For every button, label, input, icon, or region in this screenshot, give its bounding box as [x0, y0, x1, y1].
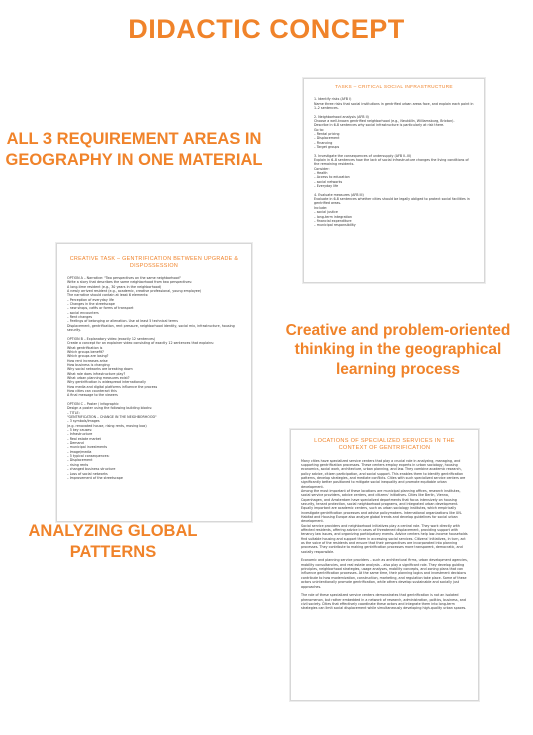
- tasks-worksheet-card: [303, 78, 485, 283]
- creative-task-title: CREATIVE TASK – GENTRIFICATION BETWEEN UPGRADE & DISPOSSESSION: [69, 256, 239, 270]
- locations-text-title: LOCATIONS OF SPECIALIZED SERVICES IN THE CONTEXT OF GENTRIFICATION: [314, 438, 455, 452]
- locations-text-body: Many cities have specialized service centers that play a crucial role in analyzing, managing, and supporting gentrification processes. These centers employ experts in urban sociology, housing economics, social work, architecture, urban planning, and law. They combine academic research, policy advice, citizen participation, and social support. This enables them to identify gentrification patterns, develop strategies, and mediate conflicts. Cities with such specialized service centers are significantly better positioned to mitigate social inequality and promote equitable urban development. Among the most important of these locations are municipal planning offices, research institutes, social service providers, advice centers, and citizens' initiatives. Cities like Berlin, Vienna, Copenhagen, and Amsterdam have specialized departments that focus intensively on housing security, tenant protection, social neighborhood programs, and integrated urban development. Equally important are academic centers, such as urban sociology institutes, which empirically investigate gentrification processes and advise policymakers. International organizations like UN-Habitat and Housing Europe also analyze global trends and develop guidelines for social urban development. Social service providers and neighborhood initiatives play a central role. They work directly with affected residents, offering advice in cases of threatened displacement, providing support with tenancy law issues, and organizing participatory events. Advice centers help low-income households find suitable housing and support them in accessing social services. Citizens' initiatives, in turn, act as the voice of the residents and ensure that their perspectives are incorporated into planning processes. They contribute to making gentrification processes more transparent, democratic, and socially responsible. Economic and planning service providers – such as architectural firms, urban development agencies, mobility consultancies, and real estate analysts – also play a significant role. They develop guiding principles, neighborhood strategies, usage analyses, mobility concepts, and zoning plans that can influence gentrification processes. At the same time, their planning logics and investment decisions contribute to how modernization, construction, marketing, and regulation take place. Some of these actors unintentionally promote gentrification, while others develop sustainable and socially just approaches. The role of these specialized service centers demonstrates that gentrification is not an isolated phenomenon, but rather embedded in a network of research, administration, politics, business, and civil society. Cities that effectively coordinate these actors and integrate them into long-term strategies can limit social displacement while simultaneously developing high-quality urban spaces.: [301, 458, 468, 611]
- tasks-worksheet-title: TASKS – CRITICAL SOCIAL INFRASTRUCTURE: [335, 85, 453, 90]
- tasks-worksheet-body: 1. Identify risks (AFB I) Name three risks that social institutions in gentrified urban areas face, and explain each point in 1–2 sentences. 2. Neighborhood analysis (AFB II) Choose a well-known gentrified neighborhood (e.g., Neukölln, Williamsburg, Brixton). Describe in 6-8 sentences why social infrastructure is particularly at risk there. Go to: – Rental pricing – Displacement – Financing – Target groups 3. Investigate the consequences of undersupply (AFB II–III) Explain in 6–8 sentences how the lack of social infrastructure changes the living conditions of the remaining residents. Consider: – Health – Access to education – social networks – Everyday life 4. Evaluate measures (AFB III) Evaluate in 6-8 sentences whether cities should be legally obliged to protect social facilities in gentrified areas. Include: – social justice – long-term integration – financial expenditure – municipal responsibility: [314, 97, 474, 228]
- headline-global-patterns: ANALYZING GLOBAL PATTERNS: [28, 522, 198, 561]
- creative-task-card: [56, 243, 252, 522]
- headline-requirement-areas: ALL 3 REQUIREMENT AREAS IN GEOGRAPHY IN ONE MATERIAL: [5, 130, 263, 169]
- creative-task-body: OPTION A – Narrative: "Two perspectives on the same neighborhood" Write a story that describes the same neighborhood from two perspectives: A long-time resident (e.g., 30 years in the neighborhood) A newly arrived resident (e.g., academic, creative professional, young employee) The narrative should contain at least 6 elements: – Perception of everyday life – Changes in the streetscape – new shops, cafés or forms of transport – social encounters – Rent changes – Feelings of belonging or alienation. Use at least 5 technical terms Displacement, gentrification, rent pressure, neighborhood identity, social mix, infrastructure, housing security. OPTION B – Explanatory video (exactly 12 sentences) Create a concept for an explainer video consisting of exactly 12 sentences that explains: What gentrification is Which groups benefit? Which groups are losing? How rent increases arise How business is changing Why social networks are breaking down What role does infrastructure play? What urban planning measures exist? Why gentrification is widespread internationally How media and digital platforms influence the process How cities can counteract this A final message to the viewers OPTION C – Poster / infographic Design a poster using the following building blocks: – TITLE: "GENTRIFICATION – CHANGE IN THE NEIGHBORHOOD" – 3 symbols/images (e.g. renovated house, rising rents, moving box) – 5 key causes: – Infrastructure – Real estate market – Demand – municipal investments – Image/media – 5 typical consequences: – Displacement – rising rents – changed business structure – Loss of social networks – Improvement of the streetscape: [67, 276, 235, 480]
- locations-text-card: [290, 429, 479, 701]
- headline-creative-thinking: Creative and problem-oriented thinking in the geographical learning process: [285, 322, 511, 378]
- page-title: DIDACTIC CONCEPT: [128, 14, 405, 44]
